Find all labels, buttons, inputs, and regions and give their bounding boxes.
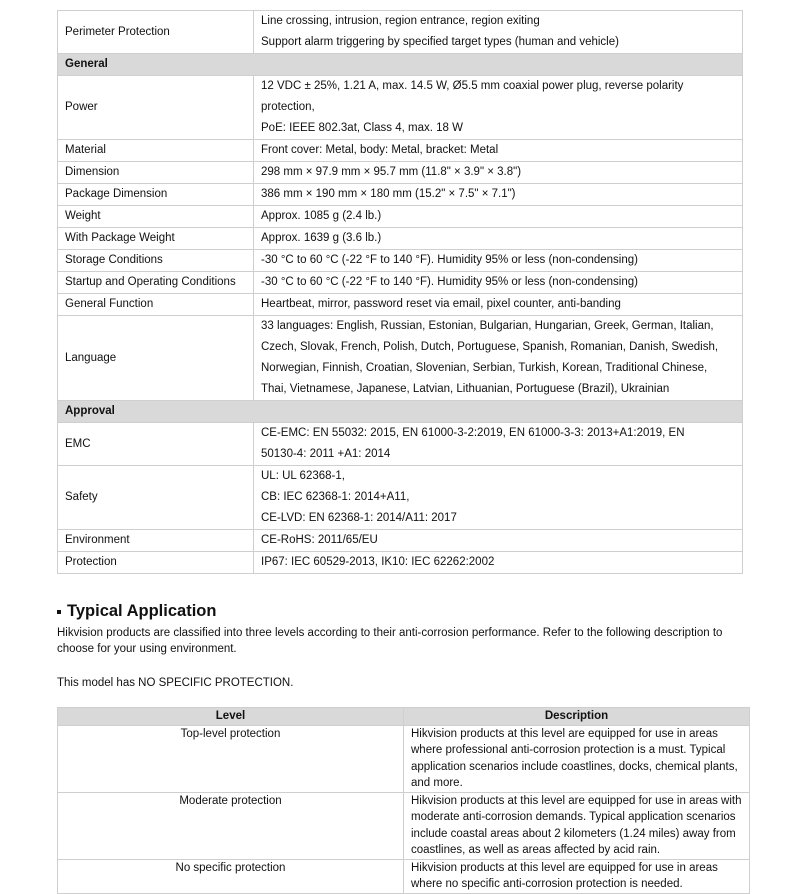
spec-value-line: Support alarm triggering by specified target types (human and vehicle)	[261, 36, 619, 48]
spec-value-line: CE-EMC: EN 55032: 2015, EN 61000-3-2:2019, EN 61000-3-3: 2013+A1:2019, EN	[261, 427, 685, 439]
spec-table	[57, 10, 743, 574]
spec-key: Perimeter Protection	[58, 11, 254, 54]
spec-value	[254, 11, 743, 54]
spec-key: Package Dimension	[58, 184, 254, 206]
spec-value	[254, 184, 743, 206]
spec-key: Storage Conditions	[58, 250, 254, 272]
section-title: Approval	[58, 401, 743, 423]
spec-value	[254, 466, 743, 530]
spec-value-line: PoE: IEEE 802.3at, Class 4, max. 18 W	[261, 122, 463, 134]
description-cell: Hikvision products at this level are equipped for use in areas where professional anti-corrosion protection is a must. Typical application scenarios include coastlines, docks, chemical plants, and more.	[404, 725, 750, 792]
spec-key: Language	[58, 316, 254, 401]
spec-value	[254, 530, 743, 552]
protection-note: This model has NO SPECIFIC PROTECTION.	[57, 677, 294, 689]
table-row	[58, 162, 743, 184]
table-row	[58, 206, 743, 228]
spec-value-line: Front cover: Metal, body: Metal, bracket: Metal	[261, 144, 499, 156]
spec-value-line: 50130-4: 2011 +A1: 2014	[261, 448, 391, 460]
description-cell: Hikvision products at this level are equipped for use in areas with moderate anti-corrosion demands. Typical application scenarios include coastal areas about 2 kilometers (1.24 miles) away from coastlines, as well as areas affected by acid rain.	[404, 792, 750, 859]
spec-value-line: 298 mm × 97.9 mm × 95.7 mm (11.8" × 3.9" × 3.8")	[261, 166, 522, 178]
spec-key: Protection	[58, 552, 254, 574]
description-cell: Hikvision products at this level are equipped for use in areas where no specific anti-corrosion protection is needed.	[404, 859, 750, 893]
table-row	[58, 294, 743, 316]
level-cell: Top-level protection	[58, 725, 404, 792]
spec-key: Startup and Operating Conditions	[58, 272, 254, 294]
intro-paragraph: Hikvision products are classified into three levels according to their anti-corrosion performance. Refer to the following description to choose for your using environment.	[57, 627, 723, 655]
table-row	[58, 530, 743, 552]
spec-value	[254, 206, 743, 228]
spec-value-line: Thai, Vietnamese, Japanese, Latvian, Lithuanian, Portuguese (Brazil), Ukrainian	[261, 383, 670, 395]
spec-key: EMC	[58, 423, 254, 466]
table-row	[58, 792, 750, 859]
spec-value-line: CE-LVD: EN 62368-1: 2014/A11: 2017	[261, 512, 457, 524]
section-row	[58, 54, 743, 76]
spec-key: Weight	[58, 206, 254, 228]
table-row	[58, 316, 743, 401]
spec-value-line: 386 mm × 190 mm × 180 mm (15.2" × 7.5" × 7.1")	[261, 188, 516, 200]
spec-value-line: IP67: IEC 60529-2013, IK10: IEC 62262:2002	[261, 556, 495, 568]
table-header-row	[58, 708, 750, 726]
spec-value-line: Norwegian, Finnish, Croatian, Slovenian, Serbian, Turkish, Korean, Traditional Chinese,	[261, 362, 708, 374]
table-row	[58, 228, 743, 250]
spec-value-line: 33 languages: English, Russian, Estonian, Bulgarian, Hungarian, Greek, German, Italian,	[261, 320, 714, 332]
spec-key: Power	[58, 76, 254, 140]
table-row	[58, 552, 743, 574]
level-cell: Moderate protection	[58, 792, 404, 859]
level-header: Level	[58, 708, 404, 726]
spec-value	[254, 552, 743, 574]
section-title: Typical Application	[67, 602, 217, 620]
spec-value-line: Approx. 1085 g (2.4 lb.)	[261, 210, 382, 222]
spec-value-line: CB: IEC 62368-1: 2014+A11,	[261, 491, 410, 503]
spec-value	[254, 162, 743, 184]
spec-value-line: 12 VDC ± 25%, 1.21 A, max. 14.5 W, Ø5.5 mm coaxial power plug, reverse polarity	[261, 80, 684, 92]
spec-key: Environment	[58, 530, 254, 552]
table-row	[58, 184, 743, 206]
spec-value	[254, 76, 743, 140]
spec-value-line: Czech, Slovak, French, Polish, Dutch, Portuguese, Spanish, Romanian, Danish, Swedish,	[261, 341, 719, 353]
spec-table-body	[58, 11, 743, 574]
table-row	[58, 250, 743, 272]
spec-value	[254, 294, 743, 316]
spec-value-line: UL: UL 62368-1,	[261, 470, 345, 482]
spec-value-line: CE-RoHS: 2011/65/EU	[261, 534, 378, 546]
spec-key: Safety	[58, 466, 254, 530]
table-row	[58, 859, 750, 893]
bullet-icon	[57, 610, 61, 614]
spec-value-line: Approx. 1639 g (3.6 lb.)	[261, 232, 382, 244]
spec-key: Material	[58, 140, 254, 162]
section-title: General	[58, 54, 743, 76]
spec-key: General Function	[58, 294, 254, 316]
table-row	[58, 76, 743, 140]
spec-value	[254, 140, 743, 162]
table-row	[58, 140, 743, 162]
typical-application-heading	[57, 602, 216, 621]
spec-value	[254, 250, 743, 272]
spec-value-line: -30 °C to 60 °C (-22 °F to 140 °F). Humidity 95% or less (non-condensing)	[261, 276, 638, 288]
section-row	[58, 401, 743, 423]
level-cell: No specific protection	[58, 859, 404, 893]
spec-value-line: Heartbeat, mirror, password reset via email, pixel counter, anti-banding	[261, 298, 621, 310]
description-header: Description	[404, 708, 750, 726]
table-row	[58, 272, 743, 294]
level-table-body	[58, 725, 750, 893]
table-row	[58, 423, 743, 466]
spec-value	[254, 228, 743, 250]
spec-key: With Package Weight	[58, 228, 254, 250]
spec-value-line: protection,	[261, 101, 315, 113]
table-row	[58, 725, 750, 792]
spec-value	[254, 423, 743, 466]
spec-value	[254, 272, 743, 294]
spec-value	[254, 316, 743, 401]
spec-value-line: -30 °C to 60 °C (-22 °F to 140 °F). Humidity 95% or less (non-condensing)	[261, 254, 638, 266]
spec-key: Dimension	[58, 162, 254, 184]
table-row	[58, 466, 743, 530]
table-row	[58, 11, 743, 54]
spec-value-line: Line crossing, intrusion, region entrance, region exiting	[261, 15, 540, 27]
